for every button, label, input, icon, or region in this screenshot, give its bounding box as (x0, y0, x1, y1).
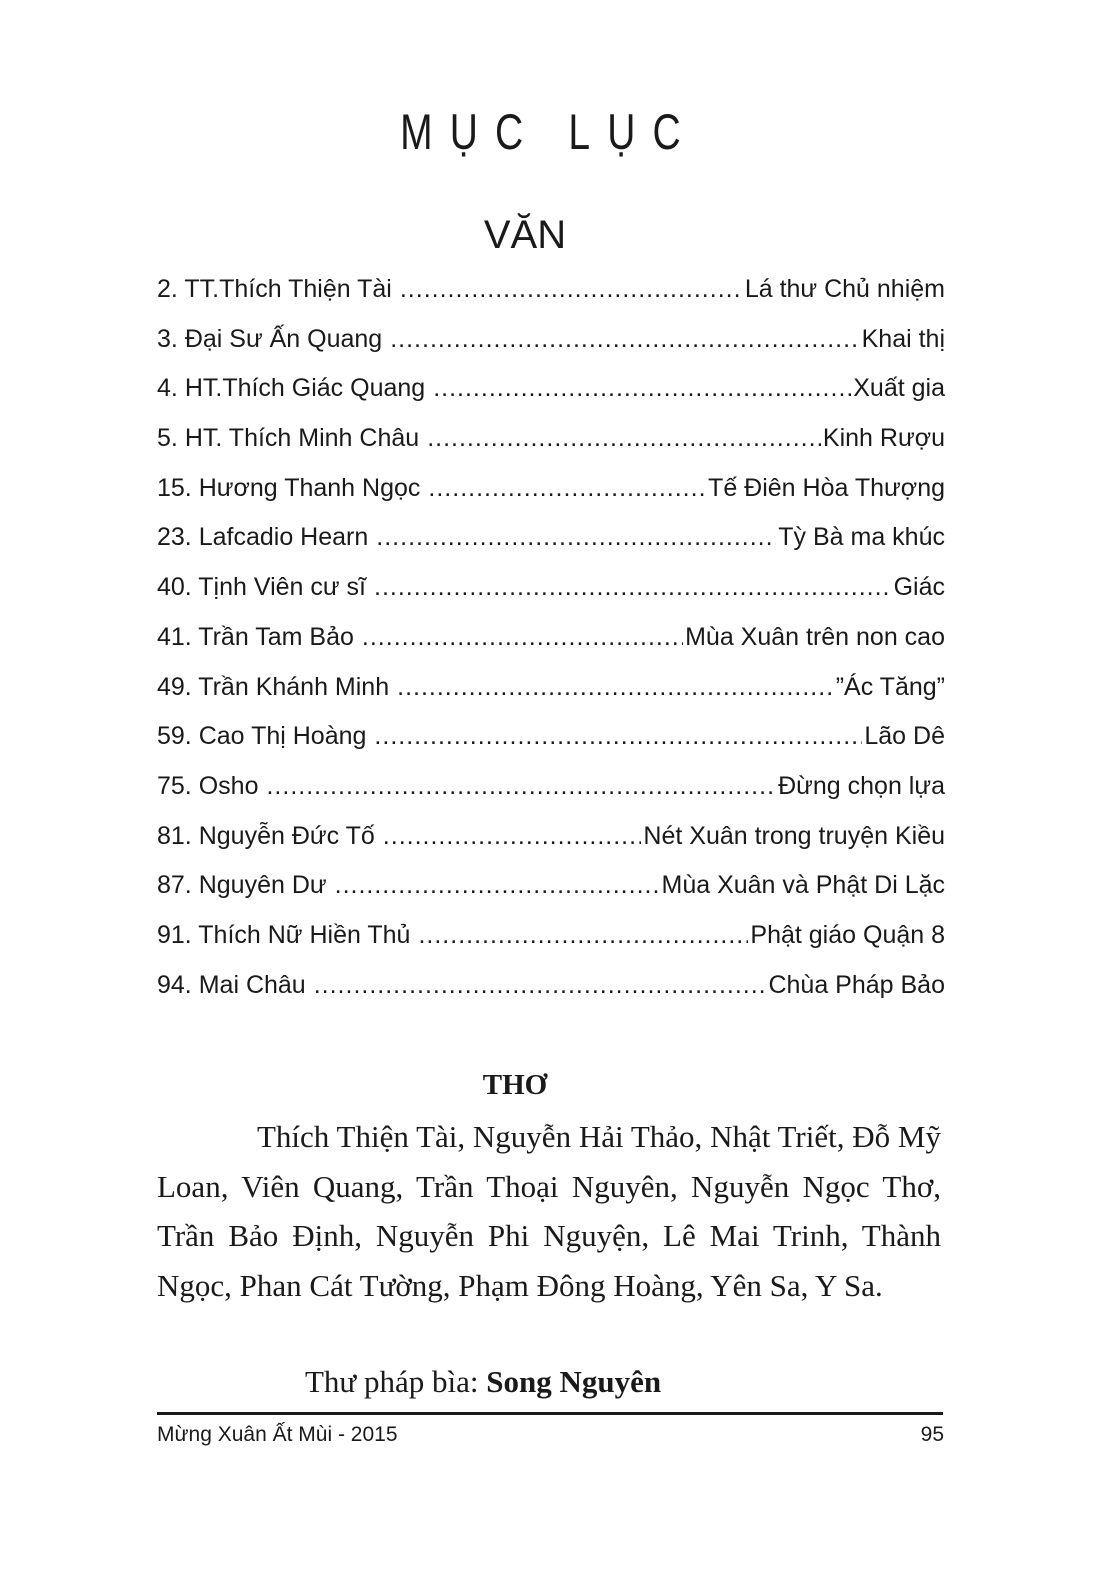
toc-dot-leader (314, 962, 767, 1008)
toc-entry-title: Tế Điên Hòa Thượng (708, 473, 945, 502)
toc-entry-page: 3. (157, 324, 178, 353)
toc-dot-leader (374, 564, 892, 610)
poet-list: Thích Thiện Tài, Nguyễn Hải Thảo, Nhật Triết, Đỗ Mỹ Loan, Viên Quang, Trần Thoại Nguyên, Nguyễn Ngọc Thơ, Trần Bảo Định, Nguyễn Phi Nguyện, Lê Mai Trinh, Thành Ngọc, Phan Cát Tường, Phạm Đông Hoàng, Yên Sa, Y Sa. (157, 1119, 941, 1303)
toc-entry-page: 41. (157, 622, 192, 651)
toc-entry-title: Lá thư Chủ nhiệm (744, 275, 945, 303)
toc-entry-page: 91. (157, 920, 192, 949)
page-title: MỤC LỤC (400, 104, 698, 160)
toc-entry-title: Đừng chọn lựa (778, 771, 945, 800)
toc-entry-author: Trần Tam Bảo (198, 622, 354, 651)
toc-dot-leader (427, 415, 821, 461)
toc-entry-page: 87. (157, 871, 192, 900)
toc-entry-title: Lão Dê (864, 722, 945, 751)
footer-divider (157, 1412, 943, 1415)
toc-entry (157, 713, 945, 763)
prose-section-heading: VĂN (483, 213, 567, 257)
toc-dot-leader (397, 664, 834, 710)
toc-entry-author: Đại Sư Ấn Quang (184, 324, 383, 353)
toc-entry-title: Tỳ Bà ma khúc (778, 523, 945, 552)
toc-entry-author: Osho (198, 771, 259, 800)
toc-entry-title: Phật giáo Quận 8 (750, 920, 945, 949)
toc-entry-page: 75. (157, 771, 192, 800)
prose-table-of-contents (157, 266, 945, 1011)
toc-dot-leader (335, 862, 660, 908)
toc-entry-page: 4. (157, 374, 178, 403)
toc-entry-page: 40. (157, 573, 192, 602)
footer-page-number: 95 (920, 1423, 944, 1446)
cover-calligraphy-credit (305, 1360, 661, 1404)
toc-entry (157, 912, 945, 962)
toc-entry-author: Trần Khánh Minh (198, 672, 390, 701)
toc-entry (157, 614, 945, 664)
toc-dot-leader (418, 912, 748, 958)
toc-entry (157, 862, 945, 912)
toc-entry-author: TT.Thích Thiện Tài (184, 275, 392, 303)
toc-entry (157, 664, 945, 714)
toc-dot-leader (390, 316, 859, 362)
toc-entry-author: HT.Thích Giác Quang (184, 374, 426, 403)
toc-entry-title: Xuất gia (853, 374, 945, 403)
toc-dot-leader (433, 365, 851, 411)
toc-entry-title: Mùa Xuân và Phật Di Lặc (661, 871, 945, 900)
poetry-section-heading: THƠ (482, 1069, 548, 1101)
toc-entry-page: 23. (157, 523, 192, 552)
toc-entry-page: 15. (157, 473, 192, 502)
toc-entry-title: Mùa Xuân trên non cao (685, 622, 945, 651)
toc-entry (157, 365, 945, 415)
toc-entry-page: 49. (157, 672, 192, 701)
toc-entry (157, 564, 945, 614)
toc-entry (157, 465, 945, 515)
toc-entry-author: Mai Châu (198, 970, 306, 999)
toc-entry-title: ”Ác Tăng” (835, 672, 945, 701)
toc-entry-title: Chùa Pháp Bảo (768, 970, 945, 999)
toc-entry-title: Khai thị (861, 324, 945, 353)
toc-entry-title: Nét Xuân trong truyện Kiều (643, 821, 945, 850)
calligraphy-label: Thư pháp bìa: (305, 1364, 479, 1399)
toc-entry-author: Hương Thanh Ngọc (198, 473, 421, 502)
toc-entry-title: Giác (893, 573, 945, 602)
toc-dot-leader (383, 813, 642, 859)
toc-entry-author: Tịnh Viên cư sĩ (198, 573, 367, 602)
toc-entry (157, 962, 945, 1012)
toc-dot-leader (400, 266, 743, 312)
toc-entry (157, 813, 945, 863)
toc-dot-leader (362, 614, 683, 660)
toc-entry-page: 5. (157, 424, 178, 453)
toc-entry (157, 415, 945, 465)
toc-dot-leader (428, 465, 706, 511)
toc-entry-author: Thích Nữ Hiền Thủ (198, 920, 411, 949)
toc-entry (157, 316, 945, 366)
toc-entry (157, 266, 945, 316)
toc-entry-page: 59. (157, 722, 192, 751)
toc-entry-author: Nguyễn Đức Tố (198, 821, 375, 850)
toc-dot-leader (374, 713, 862, 759)
toc-entry-author: Nguyên Dư (198, 871, 327, 900)
toc-entry (157, 514, 945, 564)
toc-entry-title: Kinh Rượu (822, 424, 945, 453)
footer-publication: Mừng Xuân Ất Mùi - 2015 (157, 1423, 398, 1446)
toc-entry-author: Cao Thị Hoàng (198, 722, 367, 751)
toc-dot-leader (376, 514, 776, 560)
toc-entry-author: HT. Thích Minh Châu (184, 424, 420, 453)
calligraphy-artist: Song Nguyên (486, 1364, 662, 1399)
toc-dot-leader (266, 763, 776, 809)
toc-entry (157, 763, 945, 813)
toc-entry-page: 94. (157, 970, 192, 999)
toc-entry-page: 2. (157, 275, 178, 303)
toc-entry-page: 81. (157, 821, 192, 850)
toc-entry-author: Lafcadio Hearn (198, 523, 369, 552)
